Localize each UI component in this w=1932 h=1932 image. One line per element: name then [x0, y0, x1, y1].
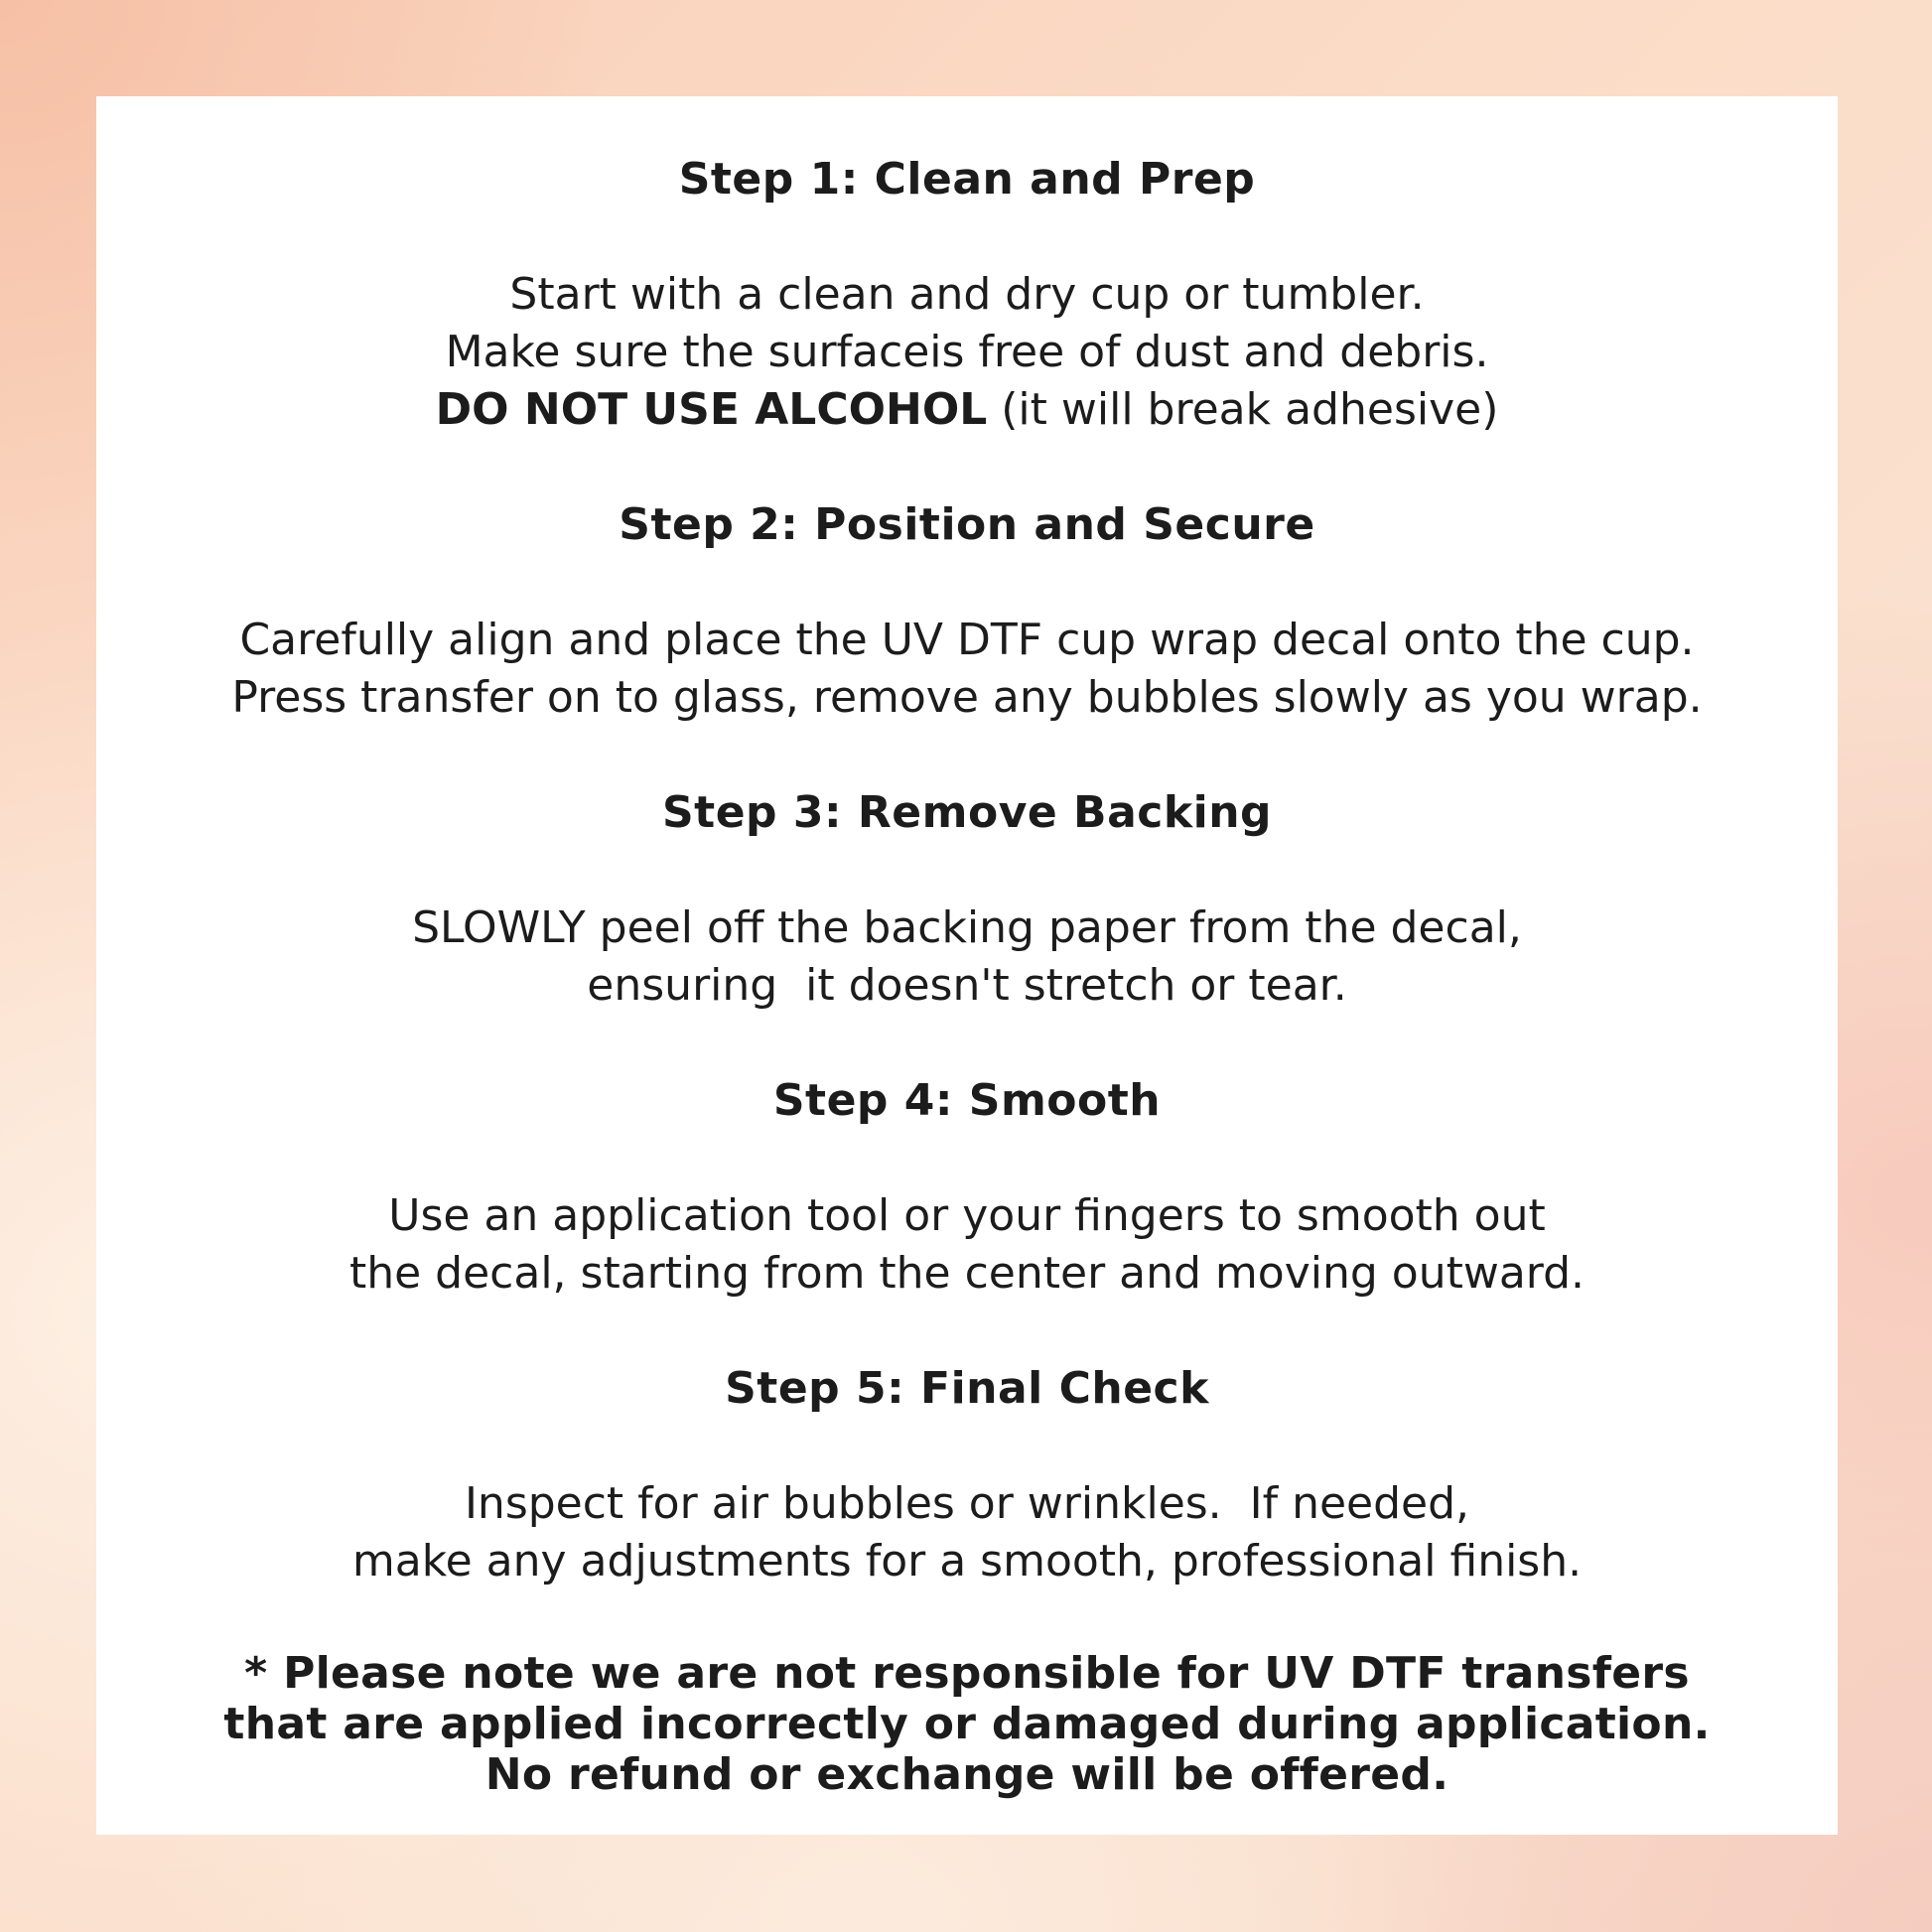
- step-3-heading: Step 3: Remove Backing: [661, 787, 1273, 838]
- disclaimer: [126, 1648, 1808, 1800]
- step-5-line-2: make any adjustments for a smooth, professional finish.: [351, 1536, 1583, 1587]
- step-3-line-1: SLOWLY peel off the backing paper from the decal,: [412, 902, 1522, 953]
- step-1-warning-bold: DO NOT USE ALCOHOL: [435, 384, 988, 435]
- step-1-body: [126, 266, 1808, 439]
- step-1-warning-line: [126, 381, 1808, 439]
- step-1-warning-rest: (it will break adhesive): [987, 384, 1499, 435]
- instruction-card: [96, 96, 1838, 1835]
- step-2-line-2: Press transfer on to glass, remove any bubbles slowly as you wrap.: [231, 672, 1703, 723]
- step-4-heading: Step 4: Smooth: [772, 1075, 1162, 1126]
- step-4-line-2: the decal, starting from the center and moving outward.: [348, 1248, 1586, 1299]
- step-5-heading: Step 5: Final Check: [725, 1363, 1209, 1414]
- step-1-section: [126, 151, 1808, 439]
- step-2-body: [126, 612, 1808, 727]
- step-5-body: [126, 1475, 1808, 1590]
- step-4-body: [126, 1187, 1808, 1303]
- step-1-line-1: Start with a clean and dry cup or tumbler.: [509, 269, 1425, 320]
- disclaimer-line-3: No refund or exchange will be offered.: [484, 1749, 1449, 1800]
- step-3-body: [126, 899, 1808, 1015]
- step-5-line-1: Inspect for air bubbles or wrinkles. If needed,: [464, 1478, 1470, 1529]
- step-2-line-1: Carefully align and place the UV DTF cup wrap decal onto the cup.: [239, 615, 1695, 665]
- step-4-section: [126, 1072, 1808, 1303]
- disclaimer-line-2: that are applied incorrectly or damaged during application.: [223, 1699, 1711, 1749]
- step-4-line-1: Use an application tool or your fingers to smooth out: [388, 1190, 1546, 1241]
- step-2-section: [126, 496, 1808, 727]
- disclaimer-line-1: * Please note we are not responsible for UV DTF transfers: [244, 1648, 1690, 1699]
- step-1-line-2: Make sure the surfaceis free of dust and debris.: [445, 327, 1489, 377]
- step-1-heading: Step 1: Clean and Prep: [678, 154, 1256, 205]
- step-5-section: [126, 1360, 1808, 1590]
- step-3-line-2: ensuring it doesn't stretch or tear.: [587, 960, 1347, 1011]
- step-2-heading: Step 2: Position and Secure: [619, 499, 1315, 550]
- step-3-section: [126, 784, 1808, 1015]
